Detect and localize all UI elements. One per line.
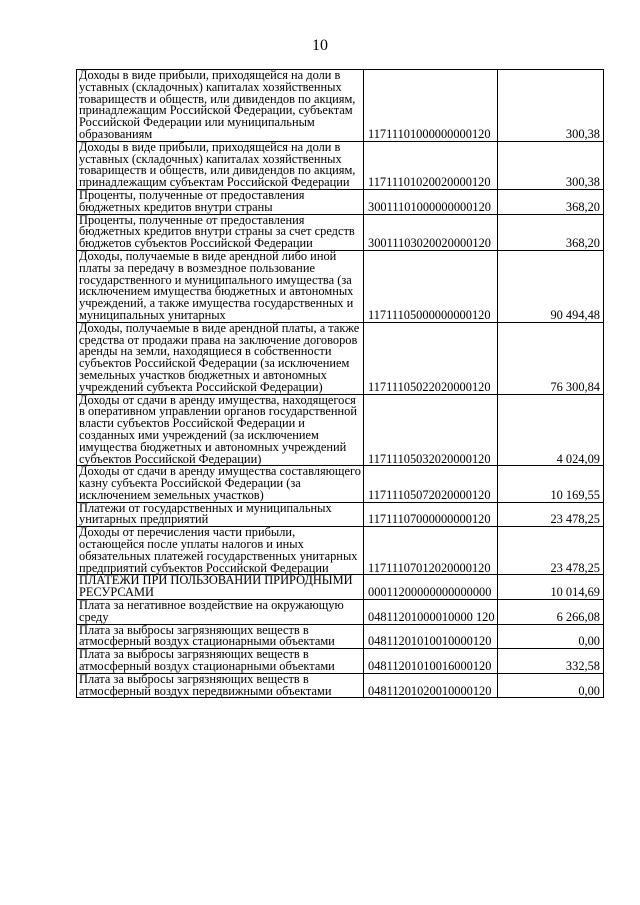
revenue-name-cell: Плата за выбросы загрязняющих веществ в атмосферный воздух передвижными объектами	[77, 673, 364, 698]
revenue-name-cell: Доходы в виде прибыли, приходящейся на доли в уставных (складочных) капиталах хозяйственных товариществ и обществ, или дивидендов по акциям, принадлежащим Российской Федерации, субъектам Российской Федерации или муниципальным образованиям	[77, 70, 364, 142]
budget-code-cell: 11711105072020000120	[364, 466, 498, 502]
table-row	[77, 466, 604, 502]
revenue-table	[76, 69, 604, 698]
budget-code-cell: 11711105022020000120	[364, 322, 498, 394]
page-number: 10	[312, 37, 328, 54]
table-row	[77, 70, 604, 142]
budget-code-cell: 30011101000000000120	[364, 189, 498, 214]
table-row	[77, 624, 604, 649]
budget-code-cell: 04811201010016000120	[364, 649, 498, 674]
revenue-name-cell: Платежи от государственных и муниципальных унитарных предприятий	[77, 502, 364, 527]
budget-code-cell: 11711101000000000120	[364, 70, 498, 142]
budget-code-cell: 04811201020010000120	[364, 673, 498, 698]
budget-code-cell: 04811201000010000 120	[364, 600, 498, 625]
budget-code-cell: 04811201010010000120	[364, 624, 498, 649]
revenue-name-cell: Доходы от перечисления части прибыли, остающейся после уплаты налогов и иных обязательных платежей государственных унитарных предприятий субъектов Российской Федерации	[77, 527, 364, 575]
budget-code-cell: 11711107012020000120	[364, 527, 498, 575]
revenue-name-cell: Доходы в виде прибыли, приходящейся на доли в уставных (складочных) капиталах хозяйственных товариществ и обществ, или дивидендов по акциям, принадлежащим субъектам Российской Федерации	[77, 141, 364, 189]
amount-cell: 6 266,08	[498, 600, 604, 625]
table-row	[77, 141, 604, 189]
table-row	[77, 575, 604, 600]
revenue-name-cell: Проценты, полученные от предоставления бюджетных кредитов внутри страны	[77, 189, 364, 214]
table-row	[77, 189, 604, 214]
table-row	[77, 600, 604, 625]
amount-cell: 4 024,09	[498, 394, 604, 466]
table-row	[77, 649, 604, 674]
amount-cell: 300,38	[498, 70, 604, 142]
revenue-name-cell: Плата за негативное воздействие на окружающую среду	[77, 600, 364, 625]
budget-code-cell: 11711107000000000120	[364, 502, 498, 527]
amount-cell: 10 014,69	[498, 575, 604, 600]
table-row	[77, 250, 604, 322]
table-row	[77, 502, 604, 527]
amount-cell: 368,20	[498, 189, 604, 214]
revenue-table-body	[77, 70, 604, 698]
amount-cell: 23 478,25	[498, 527, 604, 575]
revenue-name-cell: Доходы, получаемые в виде арендной платы, а также средства от продажи права на заключение договоров аренды на земли, находящиеся в собственности субъектов Российской Федерации (за исключением земельных участков бюджетных и автономных учреждений субъекта Российской Федерации)	[77, 322, 364, 394]
budget-code-cell: 11711105000000000120	[364, 250, 498, 322]
table-row	[77, 394, 604, 466]
amount-cell: 368,20	[498, 214, 604, 250]
amount-cell: 0,00	[498, 673, 604, 698]
revenue-name-cell: Доходы от сдачи в аренду имущества составляющего казну субъекта Российской Федерации (за исключением земельных участков)	[77, 466, 364, 502]
revenue-name-cell: Проценты, полученные от предоставления бюджетных кредитов внутри страны за счет средств бюджетов субъектов Российской Федерации	[77, 214, 364, 250]
amount-cell: 23 478,25	[498, 502, 604, 527]
table-row	[77, 322, 604, 394]
amount-cell: 332,58	[498, 649, 604, 674]
amount-cell: 76 300,84	[498, 322, 604, 394]
budget-code-cell: 11711101020020000120	[364, 141, 498, 189]
revenue-name-cell: Доходы от сдачи в аренду имущества, находящегося в оперативном управлении органов государственной власти субъектов Российской Федерации и созданных ими учреждений (за исключением имущества бюджетных и автономных учреждений субъектов Российской Федерации)	[77, 394, 364, 466]
revenue-name-cell: Плата за выбросы загрязняющих веществ в атмосферный воздух стационарными объектами	[77, 649, 364, 674]
amount-cell: 90 494,48	[498, 250, 604, 322]
revenue-name-cell: ПЛАТЕЖИ ПРИ ПОЛЬЗОВАНИИ ПРИРОДНЫМИ РЕСУРСАМИ	[77, 575, 364, 600]
amount-cell: 0,00	[498, 624, 604, 649]
table-row	[77, 214, 604, 250]
budget-code-cell: 11711105032020000120	[364, 394, 498, 466]
table-row	[77, 673, 604, 698]
budget-code-cell: 30011103020020000120	[364, 214, 498, 250]
budget-code-cell: 00011200000000000000	[364, 575, 498, 600]
revenue-name-cell: Плата за выбросы загрязняющих веществ в атмосферный воздух стационарными объектами	[77, 624, 364, 649]
revenue-name-cell: Доходы, получаемые в виде арендной либо иной платы за передачу в возмездное пользование государственного и муниципального имущества (за исключением имущества бюджетных и автономных учреждений, а также имущества государственных и муниципальных унитарных	[77, 250, 364, 322]
amount-cell: 10 169,55	[498, 466, 604, 502]
table-row	[77, 527, 604, 575]
amount-cell: 300,38	[498, 141, 604, 189]
